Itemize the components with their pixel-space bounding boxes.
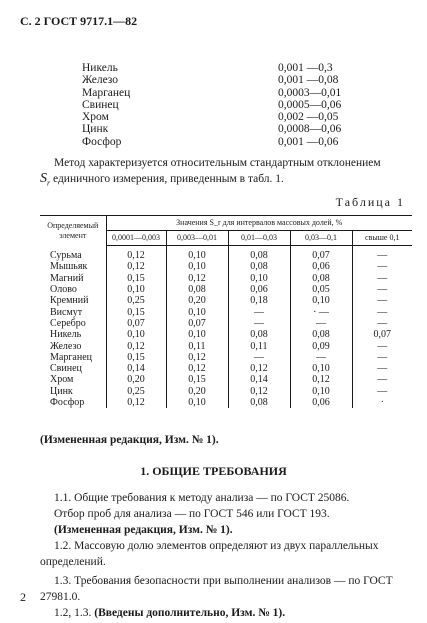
row-value-cell: 0,25 — [106, 386, 166, 397]
row-value-cell: 0,10 — [166, 306, 228, 317]
table-row — [40, 352, 412, 363]
col-header-interval: свыше 0,1 — [352, 231, 412, 246]
row-value-cell: 0,08 — [290, 329, 352, 340]
row-value-cell: 0,10 — [106, 284, 166, 295]
row-value-cell: 0,11 — [166, 340, 228, 351]
row-value-cell: 0,15 — [106, 352, 166, 363]
element-range: 0,001 —0,08 — [278, 74, 339, 87]
row-value-cell: 0,12 — [228, 386, 290, 397]
paragraph-1-2: 1.2. Массовую долю элементов определяют из двух параллельных определений. — [40, 540, 379, 568]
sr-symbol: S — [40, 171, 47, 186]
row-value-cell: 0,10 — [290, 386, 352, 397]
row-value-cell: 0,15 — [106, 306, 166, 317]
method-line-1: Метод характеризуется относительным стандартным отклонением — [54, 157, 381, 169]
row-value-cell: — — [228, 352, 290, 363]
row-value-cell: 0,10 — [290, 295, 352, 306]
table-row — [40, 397, 412, 408]
row-value-cell: 0,12 — [166, 363, 228, 374]
row-value-cell: 0,09 — [290, 340, 352, 351]
element-name: Марганец — [82, 86, 131, 99]
element-range: 0,0005—0,06 — [278, 98, 342, 111]
table-row — [40, 273, 412, 284]
element-name: Никель — [82, 62, 118, 74]
row-value-cell: 0,12 — [106, 261, 166, 272]
edit-note: (Измененная редакция, Изм. № 1). — [40, 434, 219, 446]
row-value-cell: 0,08 — [228, 397, 290, 408]
element-name: Хром — [82, 111, 109, 124]
table-row — [40, 329, 412, 340]
added-ref: 1.2, 1.3. — [54, 607, 95, 619]
row-element-name: Висмут — [50, 306, 83, 318]
row-element-name: Хром — [50, 374, 74, 386]
row-element-name: Магний — [50, 272, 84, 284]
table-row — [40, 246, 412, 262]
row-element-name: Цинк — [50, 385, 73, 397]
table-row — [40, 318, 412, 329]
row-value-cell: — — [290, 318, 352, 329]
row-value-cell: 0,06 — [290, 397, 352, 408]
row-value-cell: 0,08 — [290, 273, 352, 284]
row-value-cell: 0,12 — [106, 397, 166, 408]
row-element-name: Кремний — [50, 295, 89, 307]
element-range: 0,0003—0,01 — [278, 86, 342, 99]
row-value-cell: 0,25 — [106, 295, 166, 306]
table-row — [40, 261, 412, 272]
col-group-header: Значения S_r для интервалов массовых долей, % — [106, 216, 412, 231]
row-element-name: Марганец — [50, 351, 93, 363]
row-value-cell: 0,12 — [166, 352, 228, 363]
row-value-cell: — — [352, 306, 412, 317]
paragraph-added-note — [40, 605, 410, 621]
row-element-name: Мышьяк — [50, 261, 88, 273]
paragraph-sampling: Отбор проб для анализа — по ГОСТ 546 или ГОСТ 193. — [54, 508, 330, 520]
page-header: С. 2 ГОСТ 9717.1—82 — [20, 14, 138, 28]
row-value-cell: — — [352, 386, 412, 397]
table-row — [40, 386, 412, 397]
element-name: Цинк — [82, 123, 109, 136]
row-value-cell: 0,14 — [228, 374, 290, 385]
row-value-cell: 0,12 — [106, 246, 166, 262]
row-value-cell: 0,10 — [166, 329, 228, 340]
row-element-name: Серебро — [50, 317, 86, 329]
element-range: 0,001 —0,3 — [278, 62, 333, 74]
table-row — [40, 306, 412, 317]
row-value-cell: — — [352, 295, 412, 306]
row-value-cell: — — [352, 261, 412, 272]
row-value-cell: 0,10 — [166, 397, 228, 408]
row-value-cell: 0,20 — [106, 374, 166, 385]
row-value-cell: — — [352, 273, 412, 284]
element-range: 0,001 —0,06 — [278, 135, 339, 148]
row-value-cell: 0,20 — [166, 386, 228, 397]
row-value-cell: 0,10 — [290, 363, 352, 374]
row-value-cell: — — [352, 352, 412, 363]
row-value-cell: 0,10 — [228, 273, 290, 284]
row-value-cell: — — [228, 318, 290, 329]
element-range: 0,0008—0,06 — [278, 123, 342, 136]
table-row — [40, 363, 412, 374]
row-element-name: Сурьма — [50, 249, 82, 261]
page-number: 2 — [20, 590, 26, 604]
table-row — [40, 284, 412, 295]
row-element-name: Свинец — [50, 363, 82, 375]
row-value-cell: 0,06 — [228, 284, 290, 295]
row-value-cell: · — [352, 397, 412, 408]
row-value-cell: 0,12 — [228, 363, 290, 374]
row-value-cell: 0,08 — [228, 261, 290, 272]
requirements-block — [40, 490, 410, 621]
row-value-cell: 0,07 — [290, 246, 352, 262]
row-value-cell: — — [352, 284, 412, 295]
row-value-cell: · — — [290, 306, 352, 317]
paragraph-1-1: 1.1. Общие требования к методу анализа — по ГОСТ 25086. — [54, 492, 350, 504]
row-value-cell: 0,08 — [228, 329, 290, 340]
deviation-table — [40, 215, 412, 408]
method-paragraph — [40, 155, 410, 191]
element-name: Свинец — [82, 98, 119, 111]
row-value-cell: 0,07 — [352, 329, 412, 340]
element-name: Фосфор — [82, 135, 122, 148]
row-value-cell: 0,12 — [106, 340, 166, 351]
method-line-2: единичного измерения, приведенным в табл. 1. — [50, 173, 284, 185]
row-value-cell: — — [352, 246, 412, 262]
col-header-interval: 0,01—0,03 — [228, 231, 290, 246]
table-row — [40, 295, 412, 306]
row-element-name: Железо — [50, 340, 82, 352]
row-value-cell: 0,08 — [166, 284, 228, 295]
section-title: 1. ОБЩИЕ ТРЕБОВАНИЯ — [140, 464, 287, 478]
col-header-interval: 0,003—0,01 — [166, 231, 228, 246]
edit-note: (Измененная редакция, Изм. № 1). — [54, 524, 233, 536]
col-header-element: Определяемый элемент — [40, 216, 106, 246]
row-value-cell: — — [352, 363, 412, 374]
row-value-cell: 0,20 — [166, 295, 228, 306]
element-ranges-list — [278, 62, 341, 148]
table-row — [40, 374, 412, 385]
row-value-cell: 0,15 — [166, 374, 228, 385]
row-value-cell: 0,05 — [290, 284, 352, 295]
row-value-cell: — — [352, 374, 412, 385]
row-value-cell: — — [290, 352, 352, 363]
row-value-cell: 0,10 — [106, 329, 166, 340]
table-caption: Таблица 1 — [335, 195, 405, 209]
col-header-interval: 0,03—0,1 — [290, 231, 352, 246]
table-body — [40, 246, 412, 409]
row-value-cell: 0,07 — [166, 318, 228, 329]
element-range: 0,002 —0,05 — [278, 111, 339, 124]
row-value-cell: 0,12 — [290, 374, 352, 385]
sr-subscript: r — [47, 178, 51, 188]
element-name: Железо — [82, 74, 119, 87]
row-value-cell: 0,18 — [228, 295, 290, 306]
row-value-cell: 0,10 — [166, 261, 228, 272]
row-element-name: Олово — [50, 284, 77, 296]
element-names-list — [82, 62, 130, 148]
added-note: (Введены дополнительно, Изм. № 1). — [94, 607, 286, 619]
row-element-name: Никель — [50, 329, 82, 341]
table-row — [40, 340, 412, 351]
row-value-cell: 0,08 — [228, 246, 290, 262]
paragraph-1-3: 1.3. Требования безопасности при выполнении анализов — по ГОСТ 27981.0. — [40, 575, 393, 603]
row-value-cell: — — [352, 318, 412, 329]
row-value-cell: 0,07 — [106, 318, 166, 329]
row-element-name: Фосфор — [50, 397, 85, 408]
row-value-cell: 0,06 — [290, 261, 352, 272]
row-value-cell: 0,11 — [228, 340, 290, 351]
row-value-cell: — — [352, 340, 412, 351]
row-value-cell: — — [228, 306, 290, 317]
row-value-cell: 0,15 — [106, 273, 166, 284]
col-header-interval: 0,0001—0,003 — [106, 231, 166, 246]
row-value-cell: 0,12 — [166, 273, 228, 284]
row-value-cell: 0,14 — [106, 363, 166, 374]
row-value-cell: 0,10 — [166, 246, 228, 262]
